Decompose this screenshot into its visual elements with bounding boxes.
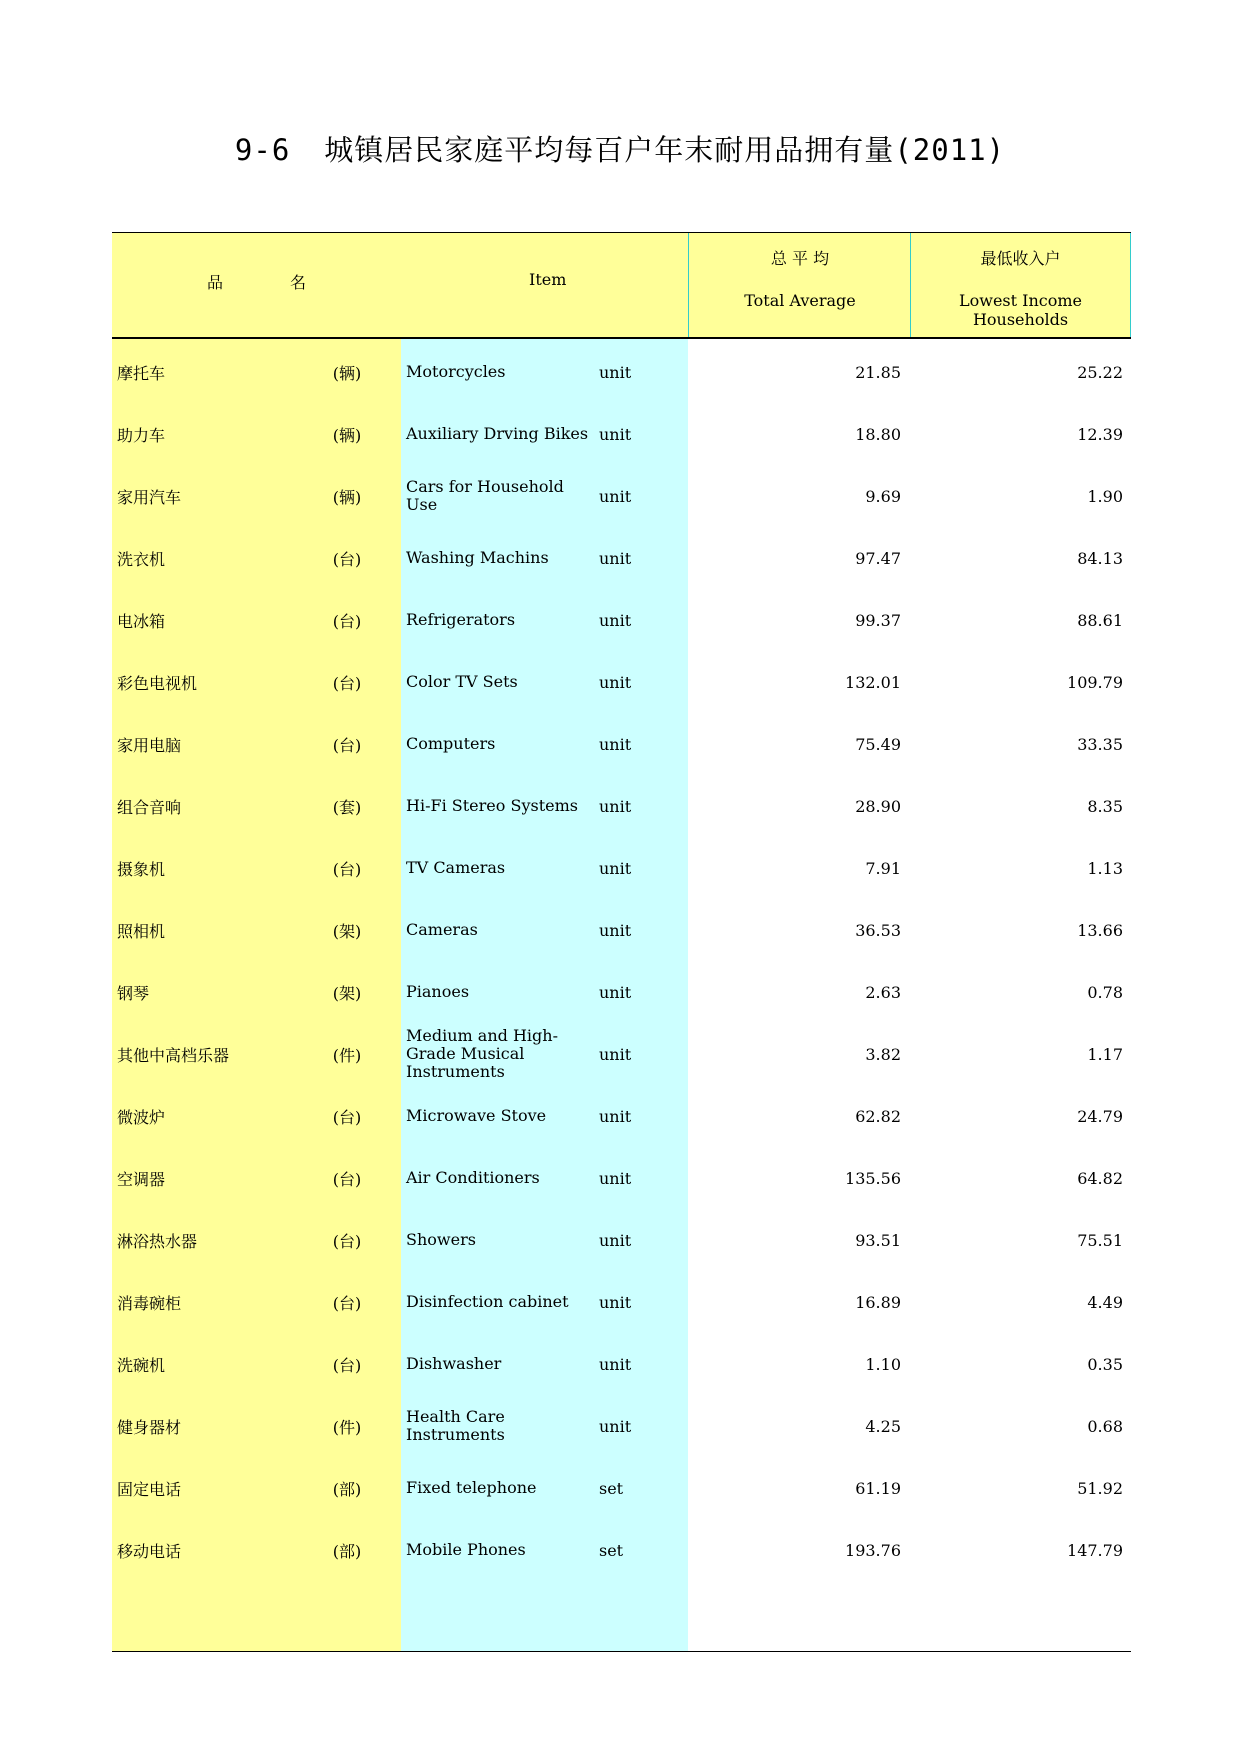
title-year: (2011) <box>894 133 1006 167</box>
item-unit-en: unit <box>599 1106 632 1126</box>
item-name-cn: 微波炉 <box>117 1107 166 1127</box>
table-row <box>112 651 1131 713</box>
header-item: Item <box>529 270 567 289</box>
total-average-value: 97.47 <box>855 548 901 568</box>
table-row <box>112 899 1131 961</box>
total-average-value: 2.63 <box>865 982 901 1002</box>
item-name-en: Cars for Household Use <box>406 477 564 514</box>
item-name-en: Air Conditioners <box>406 1168 540 1187</box>
lowest-income-value: 109.79 <box>1067 672 1123 692</box>
lowest-income-value: 0.35 <box>1087 1354 1123 1374</box>
table-body <box>112 339 1131 1652</box>
table-row <box>112 1395 1131 1457</box>
item-name-en: Cameras <box>406 920 478 939</box>
total-average-value: 193.76 <box>845 1540 901 1560</box>
item-name-cn: 家用汽车 <box>117 487 182 507</box>
item-name-cn: 消毒碗柜 <box>117 1293 182 1313</box>
item-unit-en: unit <box>599 1230 632 1250</box>
item-unit-cn: (台) <box>332 1355 362 1375</box>
lowest-income-value: 4.49 <box>1087 1292 1123 1312</box>
item-unit-cn: (部) <box>332 1479 362 1499</box>
lowest-income-value: 1.90 <box>1087 486 1123 506</box>
header-name-char2: 名 <box>290 273 307 292</box>
total-average-value: 16.89 <box>855 1292 901 1312</box>
table-row <box>112 837 1131 899</box>
item-name-en: Pianoes <box>406 982 470 1001</box>
item-unit-cn: (台) <box>332 1231 362 1251</box>
table-row <box>112 961 1131 1023</box>
item-name-en: Mobile Phones <box>406 1540 526 1559</box>
item-name-en: Computers <box>406 734 496 753</box>
item-unit-cn: (辆) <box>332 487 362 507</box>
item-name-cn: 钢琴 <box>117 983 150 1003</box>
item-name-cn: 摩托车 <box>117 363 166 383</box>
item-unit-en: unit <box>599 734 632 754</box>
item-unit-en: unit <box>599 1354 632 1374</box>
total-average-value: 75.49 <box>855 734 901 754</box>
item-unit-cn: (台) <box>332 735 362 755</box>
total-average-value: 36.53 <box>855 920 901 940</box>
item-unit-cn: (架) <box>332 921 362 941</box>
item-unit-en: unit <box>599 920 632 940</box>
durable-goods-table <box>112 232 1131 1652</box>
item-unit-en: unit <box>599 1168 632 1188</box>
table-row <box>112 775 1131 837</box>
table-row <box>112 1147 1131 1209</box>
lowest-income-value: 0.78 <box>1087 982 1123 1002</box>
item-unit-en: set <box>599 1540 624 1560</box>
lowest-income-value: 147.79 <box>1067 1540 1123 1560</box>
table-header <box>112 232 1131 339</box>
item-unit-en: unit <box>599 672 632 692</box>
item-name-cn: 健身器材 <box>117 1417 182 1437</box>
lowest-income-value: 88.61 <box>1077 610 1123 630</box>
item-unit-en: unit <box>599 1416 632 1436</box>
item-unit-cn: (台) <box>332 1293 362 1313</box>
total-average-value: 4.25 <box>865 1416 901 1436</box>
total-average-value: 28.90 <box>855 796 901 816</box>
lowest-income-value: 64.82 <box>1077 1168 1123 1188</box>
item-name-cn: 电冰箱 <box>117 611 166 631</box>
item-unit-en: unit <box>599 486 632 506</box>
item-unit-cn: (台) <box>332 549 362 569</box>
item-unit-cn: (台) <box>332 673 362 693</box>
item-name-en: Showers <box>406 1230 476 1249</box>
item-unit-en: unit <box>599 982 632 1002</box>
item-name-en: Color TV Sets <box>406 672 518 691</box>
item-unit-cn: (台) <box>332 859 362 879</box>
item-unit-en: unit <box>599 796 632 816</box>
total-average-value: 62.82 <box>855 1106 901 1126</box>
item-name-en: Health Care Instruments <box>406 1407 505 1444</box>
item-name-cn: 助力车 <box>117 425 166 445</box>
item-unit-en: unit <box>599 548 632 568</box>
header-name-char1: 品 <box>207 273 224 292</box>
lowest-income-value: 13.66 <box>1077 920 1123 940</box>
header-name-cell <box>112 233 688 337</box>
item-name-cn: 固定电话 <box>117 1479 182 1499</box>
total-average-value: 61.19 <box>855 1478 901 1498</box>
item-name-cn: 组合音响 <box>117 797 182 817</box>
total-average-value: 18.80 <box>855 424 901 444</box>
item-name-en: TV Cameras <box>406 858 506 877</box>
lowest-income-value: 33.35 <box>1077 734 1123 754</box>
table-row <box>112 341 1131 403</box>
lowest-income-value: 84.13 <box>1077 548 1123 568</box>
item-unit-cn: (辆) <box>332 425 362 445</box>
header-low-en: Lowest Income Households <box>958 291 1082 329</box>
item-name-cn: 空调器 <box>117 1169 166 1189</box>
total-average-value: 135.56 <box>845 1168 901 1188</box>
item-unit-cn: (件) <box>332 1045 362 1065</box>
item-unit-cn: (架) <box>332 983 362 1003</box>
table-row <box>112 589 1131 651</box>
lowest-income-value: 25.22 <box>1077 362 1123 382</box>
table-row <box>112 1023 1131 1085</box>
item-unit-en: set <box>599 1478 624 1498</box>
item-name-cn: 淋浴热水器 <box>117 1231 198 1251</box>
item-unit-cn: (部) <box>332 1541 362 1561</box>
lowest-income-value: 12.39 <box>1077 424 1123 444</box>
item-unit-en: unit <box>599 362 632 382</box>
item-name-en: Hi-Fi Stereo Systems <box>406 796 578 815</box>
total-average-value: 7.91 <box>865 858 901 878</box>
table-row <box>112 1519 1131 1581</box>
lowest-income-value: 24.79 <box>1077 1106 1123 1126</box>
lowest-income-value: 0.68 <box>1087 1416 1123 1436</box>
total-average-value: 21.85 <box>855 362 901 382</box>
table-row <box>112 713 1131 775</box>
total-average-value: 9.69 <box>865 486 901 506</box>
header-total-cn: 总 平 均 <box>770 249 830 268</box>
item-unit-en: unit <box>599 1044 632 1064</box>
item-unit-cn: (辆) <box>332 363 362 383</box>
item-unit-cn: (台) <box>332 1107 362 1127</box>
header-low-cn: 最低收入户 <box>980 249 1061 268</box>
total-average-value: 1.10 <box>865 1354 901 1374</box>
table-row <box>112 1333 1131 1395</box>
table-row <box>112 1085 1131 1147</box>
header-total-cell <box>688 233 911 337</box>
item-unit-cn: (台) <box>332 1169 362 1189</box>
table-row <box>112 527 1131 589</box>
item-name-cn: 移动电话 <box>117 1541 182 1561</box>
item-unit-en: unit <box>599 1292 632 1312</box>
item-name-cn: 洗衣机 <box>117 549 166 569</box>
item-name-cn: 彩色电视机 <box>117 673 198 693</box>
item-unit-cn: (台) <box>332 611 362 631</box>
item-name-en: Medium and High-Grade Musical Instruments <box>406 1026 558 1081</box>
table-row <box>112 465 1131 527</box>
item-name-en: Disinfection cabinet <box>406 1292 569 1311</box>
item-name-cn: 照相机 <box>117 921 166 941</box>
table-row <box>112 1271 1131 1333</box>
item-name-en: Microwave Stove <box>406 1106 547 1125</box>
total-average-value: 132.01 <box>845 672 901 692</box>
total-average-value: 99.37 <box>855 610 901 630</box>
item-unit-en: unit <box>599 610 632 630</box>
item-name-cn: 家用电脑 <box>117 735 182 755</box>
lowest-income-value: 8.35 <box>1087 796 1123 816</box>
lowest-income-value: 1.17 <box>1087 1044 1123 1064</box>
item-name-cn: 其他中高档乐器 <box>117 1045 230 1065</box>
item-unit-en: unit <box>599 858 632 878</box>
item-name-en: Motorcycles <box>406 362 506 381</box>
table-number: 9-6 <box>234 133 291 167</box>
lowest-income-value: 1.13 <box>1087 858 1123 878</box>
header-total-en: Total Average <box>744 291 856 310</box>
item-unit-cn: (套) <box>332 797 362 817</box>
table-row <box>112 1457 1131 1519</box>
item-name-en: Washing Machins <box>406 548 549 567</box>
page-title <box>0 128 1240 169</box>
item-name-cn: 洗碗机 <box>117 1355 166 1375</box>
item-name-en: Auxiliary Drving Bikes <box>406 424 589 443</box>
lowest-income-value: 75.51 <box>1077 1230 1123 1250</box>
item-name-en: Fixed telephone <box>406 1478 537 1497</box>
item-unit-cn: (件) <box>332 1417 362 1437</box>
item-name-en: Refrigerators <box>406 610 516 629</box>
table-row <box>112 403 1131 465</box>
title-text: 城镇居民家庭平均每百户年末耐用品拥有量 <box>324 133 895 167</box>
table-row <box>112 1209 1131 1271</box>
lowest-income-value: 51.92 <box>1077 1478 1123 1498</box>
item-name-en: Dishwasher <box>406 1354 502 1373</box>
item-name-cn: 摄象机 <box>117 859 166 879</box>
total-average-value: 93.51 <box>855 1230 901 1250</box>
total-average-value: 3.82 <box>865 1044 901 1064</box>
item-unit-en: unit <box>599 424 632 444</box>
header-low-cell <box>910 233 1131 337</box>
